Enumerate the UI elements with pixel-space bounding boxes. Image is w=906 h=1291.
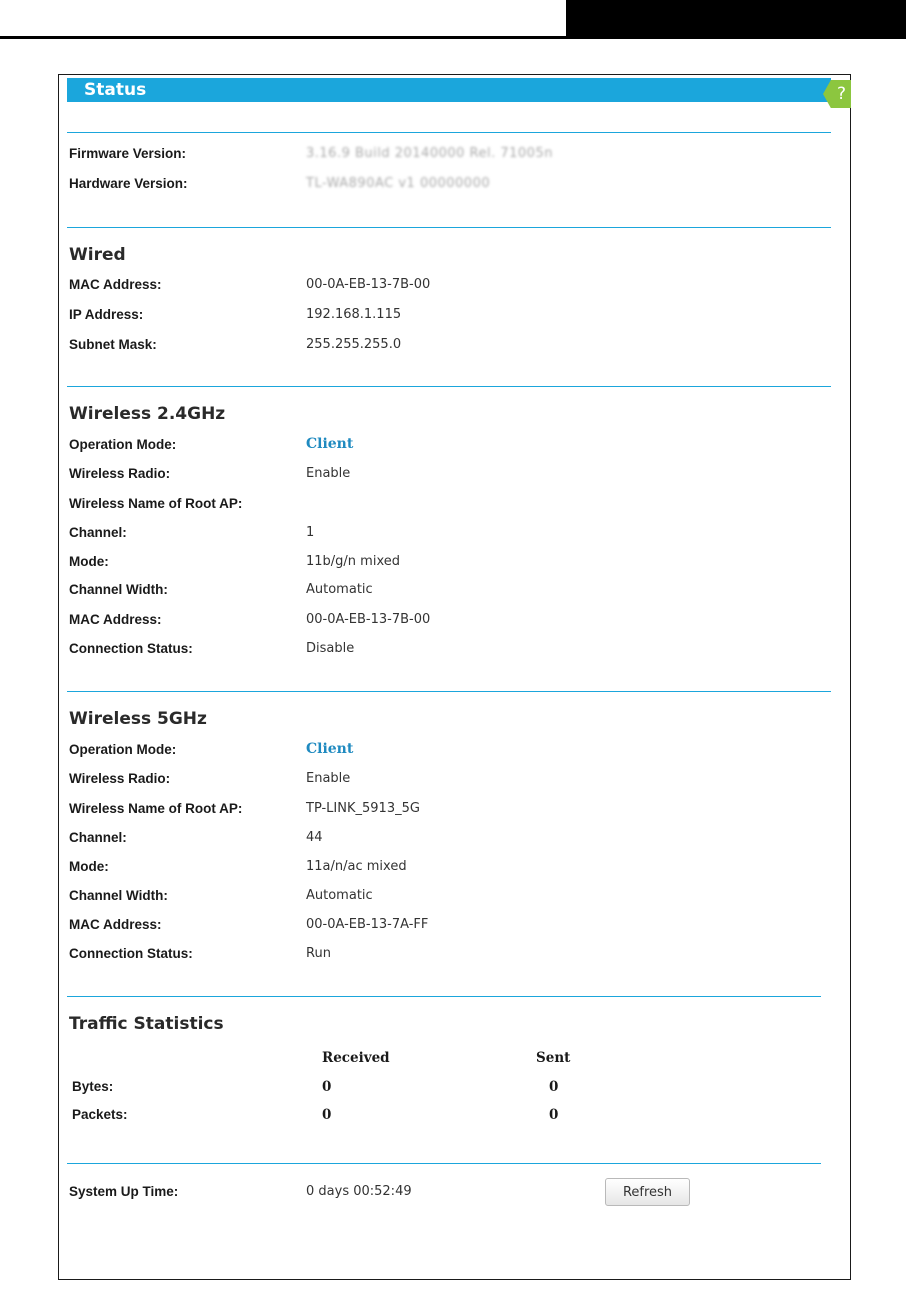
wired-mac-value: 00-0A-EB-13-7B-00 — [306, 277, 431, 292]
w24-connection-label: Connection Status: — [69, 641, 193, 656]
traffic-bytes-label: Bytes: — [72, 1079, 114, 1094]
w24-mode-value: 11b/g/n mixed — [306, 554, 400, 569]
section-title-wireless-24: Wireless 2.4GHz — [69, 404, 226, 424]
divider — [67, 1163, 821, 1164]
wired-subnet-label: Subnet Mask: — [69, 337, 157, 352]
divider — [67, 132, 831, 133]
status-title-bar — [67, 78, 831, 102]
w5-channel-width-value: Automatic — [306, 888, 373, 903]
w5-channel-width-label: Channel Width: — [69, 888, 168, 903]
header-block — [566, 0, 906, 39]
w24-radio-value: Enable — [306, 466, 351, 481]
w24-mode-label: Mode: — [69, 554, 109, 569]
page-title: Status — [84, 80, 147, 100]
traffic-packets-sent: 0 — [549, 1107, 559, 1123]
w5-operation-mode-label: Operation Mode: — [69, 742, 177, 757]
wired-subnet-value: 255.255.255.0 — [306, 337, 402, 352]
w5-radio-label: Wireless Radio: — [69, 771, 171, 786]
divider — [67, 996, 821, 997]
hardware-version-value: TL-WA890AC v1 00000000 — [306, 176, 491, 191]
w24-mac-value: 00-0A-EB-13-7B-00 — [306, 612, 431, 627]
traffic-packets-received: 0 — [322, 1107, 332, 1123]
section-title-wireless-5: Wireless 5GHz — [69, 709, 207, 729]
w24-connection-value: Disable — [306, 641, 355, 656]
w5-channel-value: 44 — [306, 830, 323, 845]
wired-ip-value: 192.168.1.115 — [306, 307, 402, 322]
w24-channel-width-label: Channel Width: — [69, 582, 168, 597]
w24-operation-mode-link[interactable]: Client — [306, 436, 354, 452]
traffic-sent-header: Sent — [536, 1050, 571, 1066]
section-title-wired: Wired — [69, 245, 126, 265]
refresh-button[interactable]: Refresh — [605, 1178, 690, 1206]
w24-radio-label: Wireless Radio: — [69, 466, 171, 481]
traffic-bytes-received: 0 — [322, 1079, 332, 1095]
w24-channel-width-value: Automatic — [306, 582, 373, 597]
hardware-version-label: Hardware Version: — [69, 176, 188, 191]
w5-mode-value: 11a/n/ac mixed — [306, 859, 407, 874]
help-button[interactable] — [823, 80, 851, 108]
w24-mac-label: MAC Address: — [69, 612, 162, 627]
document-header-bar — [0, 0, 906, 40]
system-uptime-label: System Up Time: — [69, 1184, 179, 1199]
firmware-version-value: 3.16.9 Build 20140000 Rel. 71005n — [306, 146, 553, 161]
w5-mac-value: 00-0A-EB-13-7A-FF — [306, 917, 429, 932]
w5-radio-value: Enable — [306, 771, 351, 786]
divider — [67, 227, 831, 228]
w24-root-ap-label: Wireless Name of Root AP: — [69, 496, 243, 511]
wired-ip-label: IP Address: — [69, 307, 144, 322]
w24-operation-mode-label: Operation Mode: — [69, 437, 177, 452]
traffic-packets-label: Packets: — [72, 1107, 128, 1122]
w5-root-ap-label: Wireless Name of Root AP: — [69, 801, 243, 816]
w5-connection-value: Run — [306, 946, 331, 961]
w24-channel-label: Channel: — [69, 525, 127, 540]
system-uptime-value: 0 days 00:52:49 — [306, 1184, 412, 1199]
divider — [67, 386, 831, 387]
w5-channel-label: Channel: — [69, 830, 127, 845]
w24-channel-value: 1 — [306, 525, 315, 540]
w5-mac-label: MAC Address: — [69, 917, 162, 932]
help-icon: ? — [837, 84, 847, 104]
status-panel-frame — [58, 74, 851, 1280]
firmware-version-label: Firmware Version: — [69, 146, 187, 161]
w5-connection-label: Connection Status: — [69, 946, 193, 961]
w5-mode-label: Mode: — [69, 859, 109, 874]
section-title-traffic: Traffic Statistics — [69, 1014, 224, 1034]
w5-operation-mode-link[interactable]: Client — [306, 741, 354, 757]
traffic-received-header: Received — [322, 1050, 390, 1066]
divider — [67, 691, 831, 692]
w5-root-ap-value: TP-LINK_5913_5G — [306, 801, 420, 816]
wired-mac-label: MAC Address: — [69, 277, 162, 292]
traffic-bytes-sent: 0 — [549, 1079, 559, 1095]
